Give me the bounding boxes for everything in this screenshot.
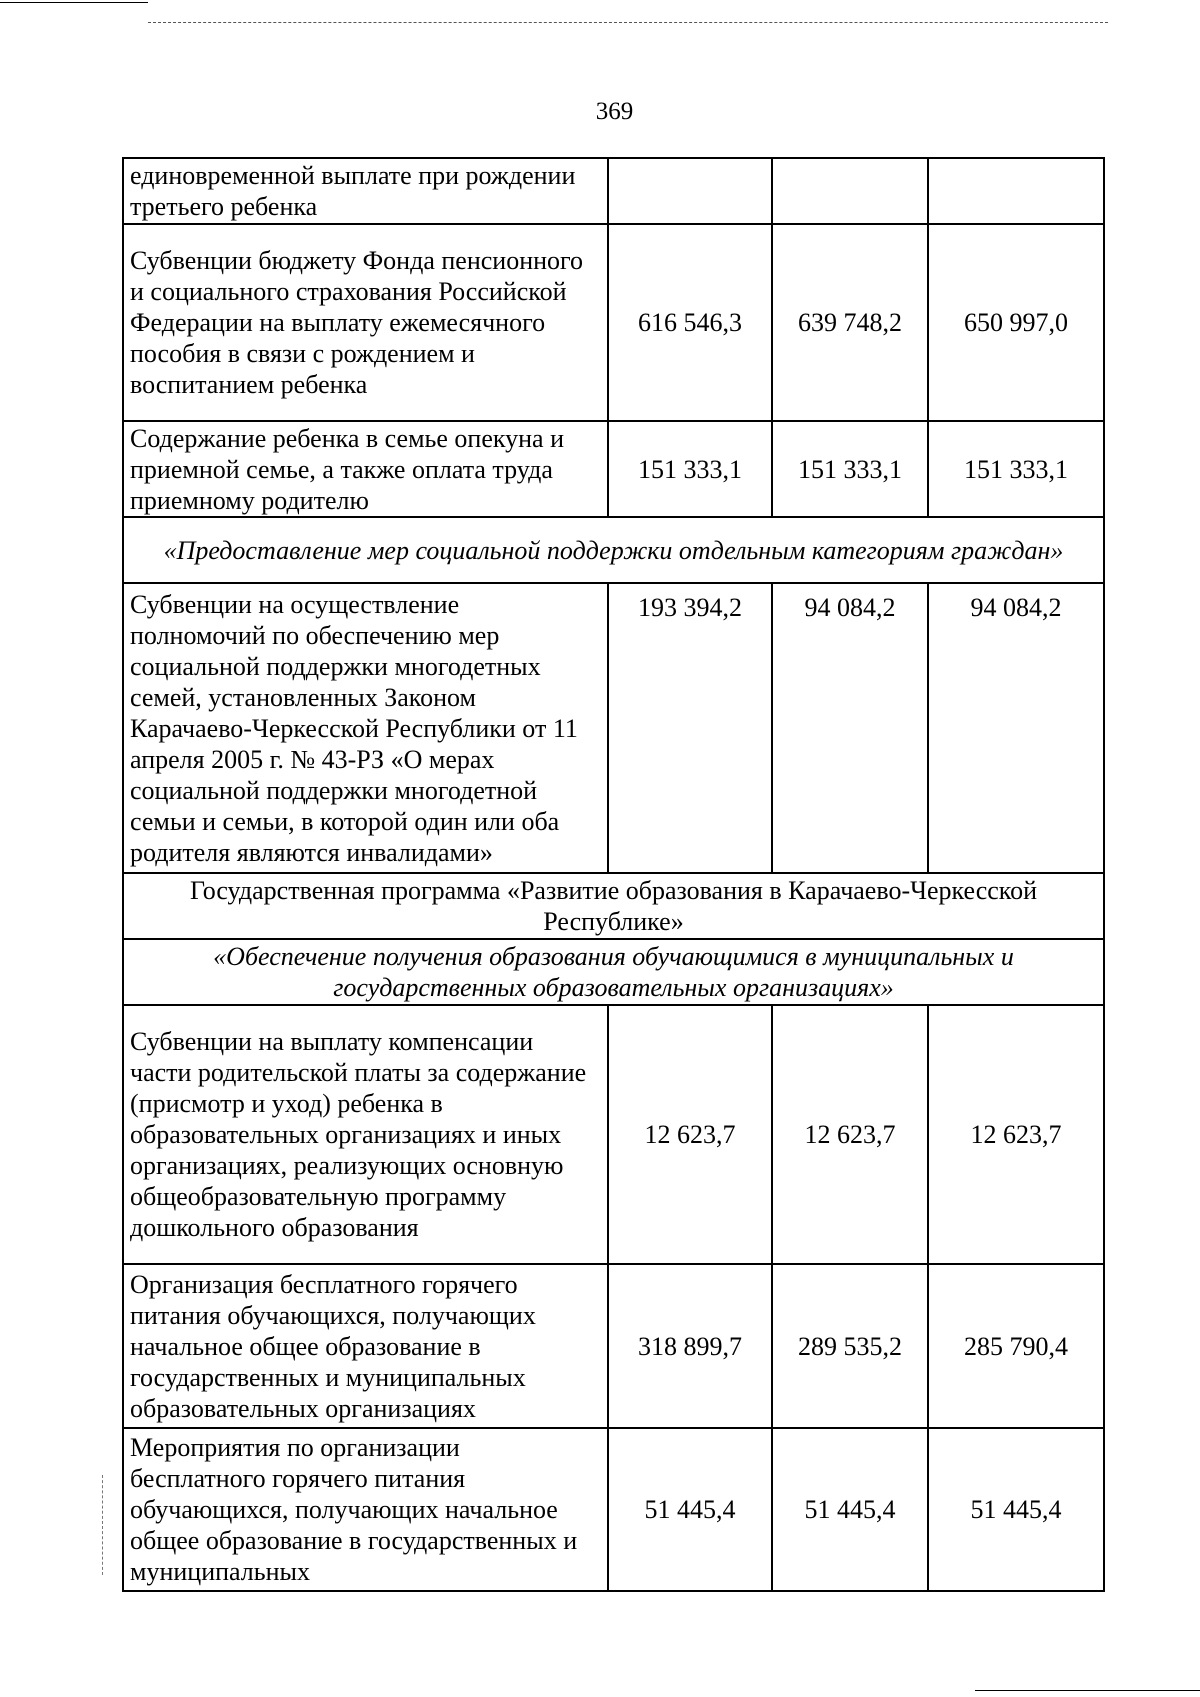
value-cell: 12 623,7: [772, 1005, 928, 1264]
row-description: Мероприятия по организации бесплатного горячего питания обучающихся, получающих начальное общее образование в государственных и муниципальных: [123, 1428, 608, 1591]
value-cell: [608, 158, 772, 224]
table-row: [123, 583, 1104, 873]
row-description: Субвенции бюджету Фонда пенсионного и социального страхования Российской Федерации на выплату ежемесячного пособия в связи с рождением и воспитанием ребенка: [123, 224, 608, 421]
section-row: [123, 939, 1104, 1005]
table-row: [123, 1005, 1104, 1264]
value-cell: 616 546,3: [608, 224, 772, 421]
value-cell: 51 445,4: [928, 1428, 1104, 1591]
value-cell: [928, 158, 1104, 224]
value-cell: 51 445,4: [608, 1428, 772, 1591]
scan-edge-line-left: [102, 1475, 103, 1575]
program-heading: Государственная программа «Развитие образования в Карачаево-Черкесской Республике»: [123, 873, 1104, 939]
scan-edge-line-top: [0, 2, 148, 3]
row-description: единовременной выплате при рождении третьего ребенка: [123, 158, 608, 224]
value-cell: 151 333,1: [772, 421, 928, 517]
section-heading: «Обеспечение получения образования обучающимися в муниципальных и государственных образовательных организациях»: [123, 939, 1104, 1005]
scan-edge-line-top-dashed: [148, 22, 1108, 23]
row-description: Субвенции на выплату компенсации части родительской платы за содержание (присмотр и уход) ребенка в образовательных организациях и иных организациях, реализующих основную общеобразовательную программу дошкольного образования: [123, 1005, 608, 1264]
row-description: Субвенции на осуществление полномочий по обеспечению мер социальной поддержки многодетных семей, установленных Законом Карачаево-Черкесской Республики от 11 апреля 2005 г. № 43-РЗ «О мерах социальной поддержки многодетной семьи и семьи, в которой один или оба родителя являются инвалидами»: [123, 583, 608, 873]
page-number: 369: [595, 98, 634, 125]
row-description: Организация бесплатного горячего питания обучающихся, получающих начальное общее образование в государственных и муниципальных образовательных организациях: [123, 1264, 608, 1428]
value-cell: 639 748,2: [772, 224, 928, 421]
value-cell: 650 997,0: [928, 224, 1104, 421]
row-description: Содержание ребенка в семье опекуна и приемной семье, а также оплата труда приемному родителю: [123, 421, 608, 517]
value-cell: 12 623,7: [608, 1005, 772, 1264]
value-cell: 289 535,2: [772, 1264, 928, 1428]
budget-table: [122, 157, 1105, 1592]
value-cell: 151 333,1: [608, 421, 772, 517]
value-cell: 94 084,2: [928, 583, 1104, 873]
value-cell: 94 084,2: [772, 583, 928, 873]
table-row: [123, 1264, 1104, 1428]
value-cell: 318 899,7: [608, 1264, 772, 1428]
value-cell: 151 333,1: [928, 421, 1104, 517]
value-cell: [772, 158, 928, 224]
value-cell: 193 394,2: [608, 583, 772, 873]
scan-edge-line-bottom: [975, 1690, 1200, 1691]
section-heading: «Предоставление мер социальной поддержки отдельным категориям граждан»: [123, 517, 1104, 583]
program-row: [123, 873, 1104, 939]
value-cell: 285 790,4: [928, 1264, 1104, 1428]
table-row: [123, 421, 1104, 517]
table-row: [123, 224, 1104, 421]
section-row: [123, 517, 1104, 583]
table-row: [123, 1428, 1104, 1591]
value-cell: 51 445,4: [772, 1428, 928, 1591]
table-row: [123, 158, 1104, 224]
value-cell: 12 623,7: [928, 1005, 1104, 1264]
